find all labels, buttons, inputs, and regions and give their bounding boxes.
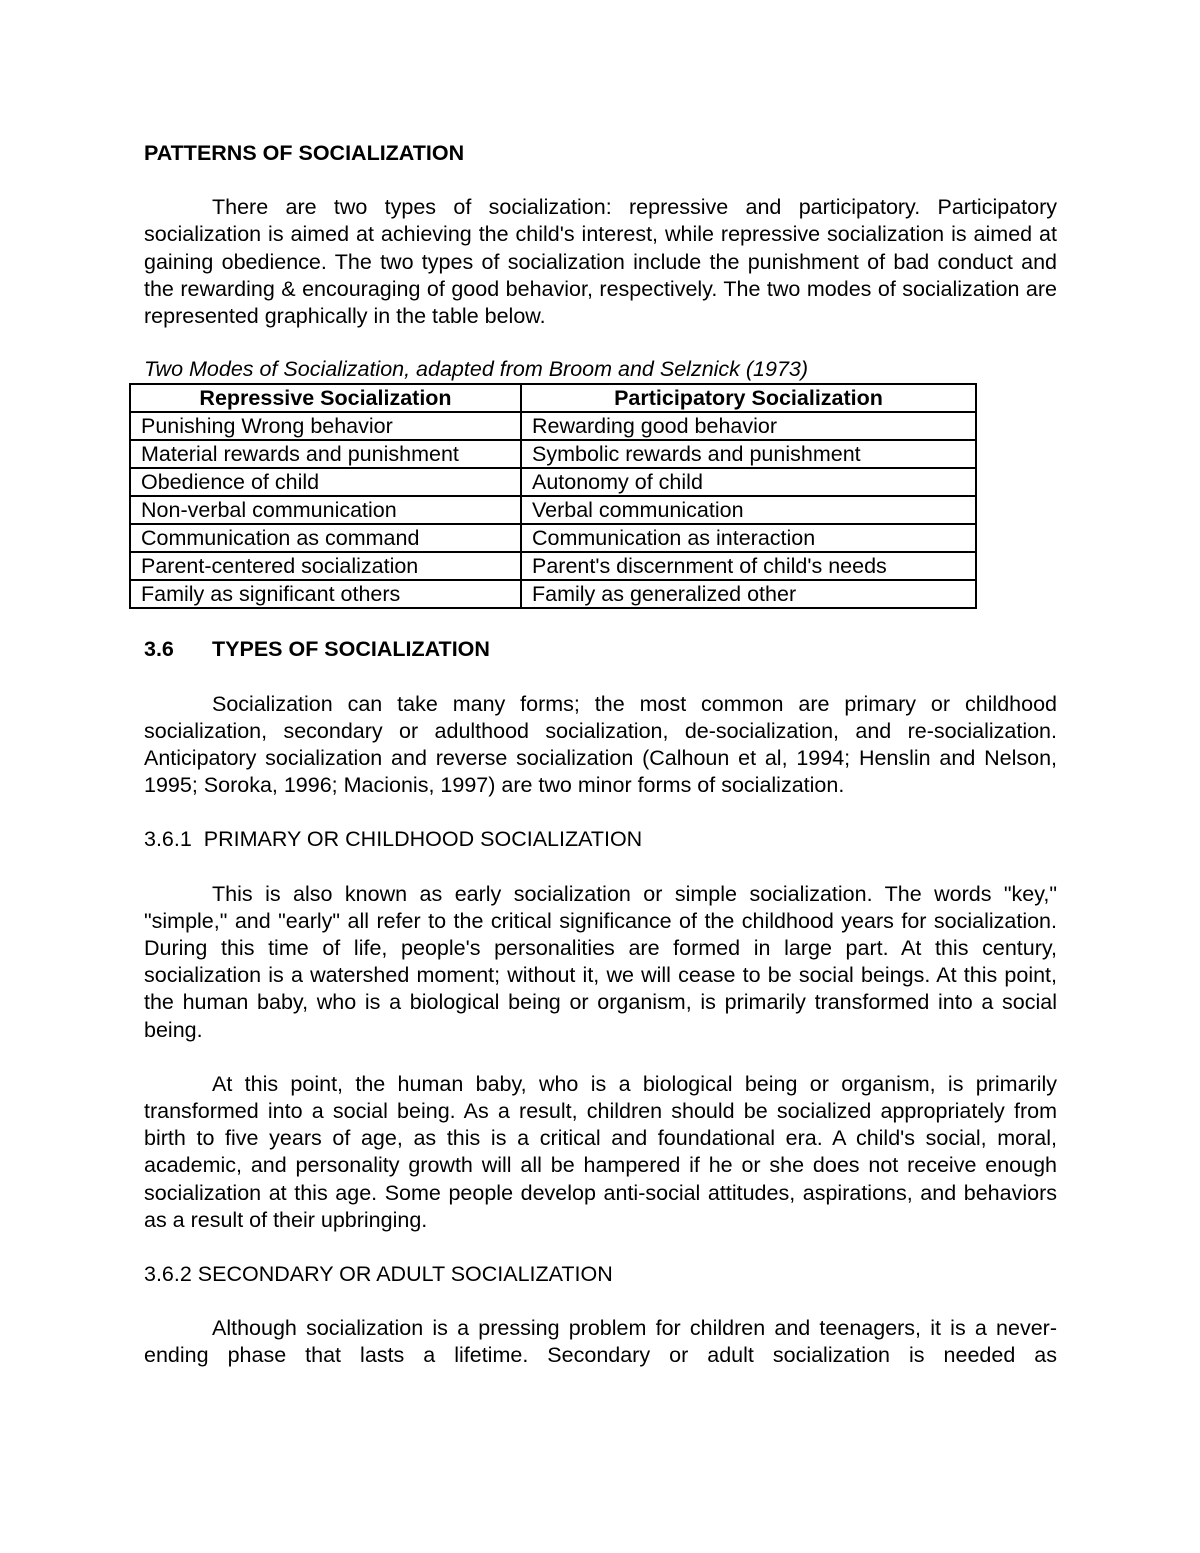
table-cell: Punishing Wrong behavior — [130, 412, 521, 440]
modes-of-socialization-table — [129, 383, 977, 609]
paragraph-primary-1: This is also known as early socialization or simple socialization. The words "key," "simple," and "early" all refer to the critical significance of the childhood years for socialization. During this time of life, people's personalities are formed in large part. At this century, socialization is a watershed moment; without it, we will cease to be social beings. At this point, the human baby, who is a biological being or organism, is primarily transformed into a social being. — [144, 881, 1057, 1042]
table-row — [130, 552, 976, 580]
table-row — [130, 496, 976, 524]
section-number: 3.6 — [144, 637, 174, 662]
table-header-row — [130, 384, 976, 412]
table-cell: Parent's discernment of child's needs — [521, 552, 976, 580]
heading-primary-socialization: 3.6.1 PRIMARY OR CHILDHOOD SOCIALIZATION — [144, 827, 643, 852]
table-cell: Communication as interaction — [521, 524, 976, 552]
table-caption: Two Modes of Socialization, adapted from Broom and Selznick (1973) — [144, 357, 809, 382]
paragraph-secondary: Although socialization is a pressing problem for children and teenagers, it is a never-ending phase that lasts a lifetime. Secondary or adult socialization is needed as — [144, 1316, 1057, 1368]
table-cell: Material rewards and punishment — [130, 440, 521, 468]
table-cell: Obedience of child — [130, 468, 521, 496]
header-participatory: Participatory Socialization — [521, 384, 976, 412]
table-cell: Parent-centered socialization — [130, 552, 521, 580]
table-row — [130, 524, 976, 552]
table-row — [130, 468, 976, 496]
heading-patterns-of-socialization: PATTERNS OF SOCIALIZATION — [144, 141, 465, 165]
table-row — [130, 440, 976, 468]
table-cell: Family as significant others — [130, 580, 521, 608]
section-title: TYPES OF SOCIALIZATION — [212, 637, 490, 662]
table-cell: Rewarding good behavior — [521, 412, 976, 440]
table-row — [130, 580, 976, 608]
header-repressive: Repressive Socialization — [130, 384, 521, 412]
table-cell: Non-verbal communication — [130, 496, 521, 524]
paragraph-types: Socialization can take many forms; the most common are primary or childhood socialization, secondary or adulthood socialization, de-socialization, and re-socialization. Anticipatory socialization and reverse socialization (Calhoun et al, 1994; Henslin and Nelson, 1995; Soroka, 1996; Macionis, 1997) are two minor forms of socialization. — [144, 691, 1057, 798]
heading-types-of-socialization — [144, 636, 1057, 663]
table-cell: Autonomy of child — [521, 468, 976, 496]
table-cell: Verbal communication — [521, 496, 976, 524]
table-row — [130, 412, 976, 440]
paragraph-patterns: There are two types of socialization: repressive and participatory. Participatory socialization is aimed at achieving the child's interest, while repressive socialization is aimed at gaining obedience. The two types of socialization include the punishment of bad conduct and the rewarding & encouraging of good behavior, respectively. The two modes of socialization are represented graphically in the table below. — [144, 195, 1057, 329]
table-cell: Symbolic rewards and punishment — [521, 440, 976, 468]
heading-secondary-socialization: 3.6.2 SECONDARY OR ADULT SOCIALIZATION — [144, 1262, 613, 1287]
page-content — [141, 140, 1057, 1370]
table-cell: Communication as command — [130, 524, 521, 552]
table-cell: Family as generalized other — [521, 580, 976, 608]
paragraph-primary-2: At this point, the human baby, who is a biological being or organism, is primarily transformed into a social being. As a result, children should be socialized appropriately from birth to five years of age, as this is a critical and foundational era. A child's social, moral, academic, and personality growth will all be hampered if he or she does not receive enough socialization at this age. Some people develop anti-social attitudes, aspirations, and behaviors as a result of their upbringing. — [144, 1071, 1057, 1232]
